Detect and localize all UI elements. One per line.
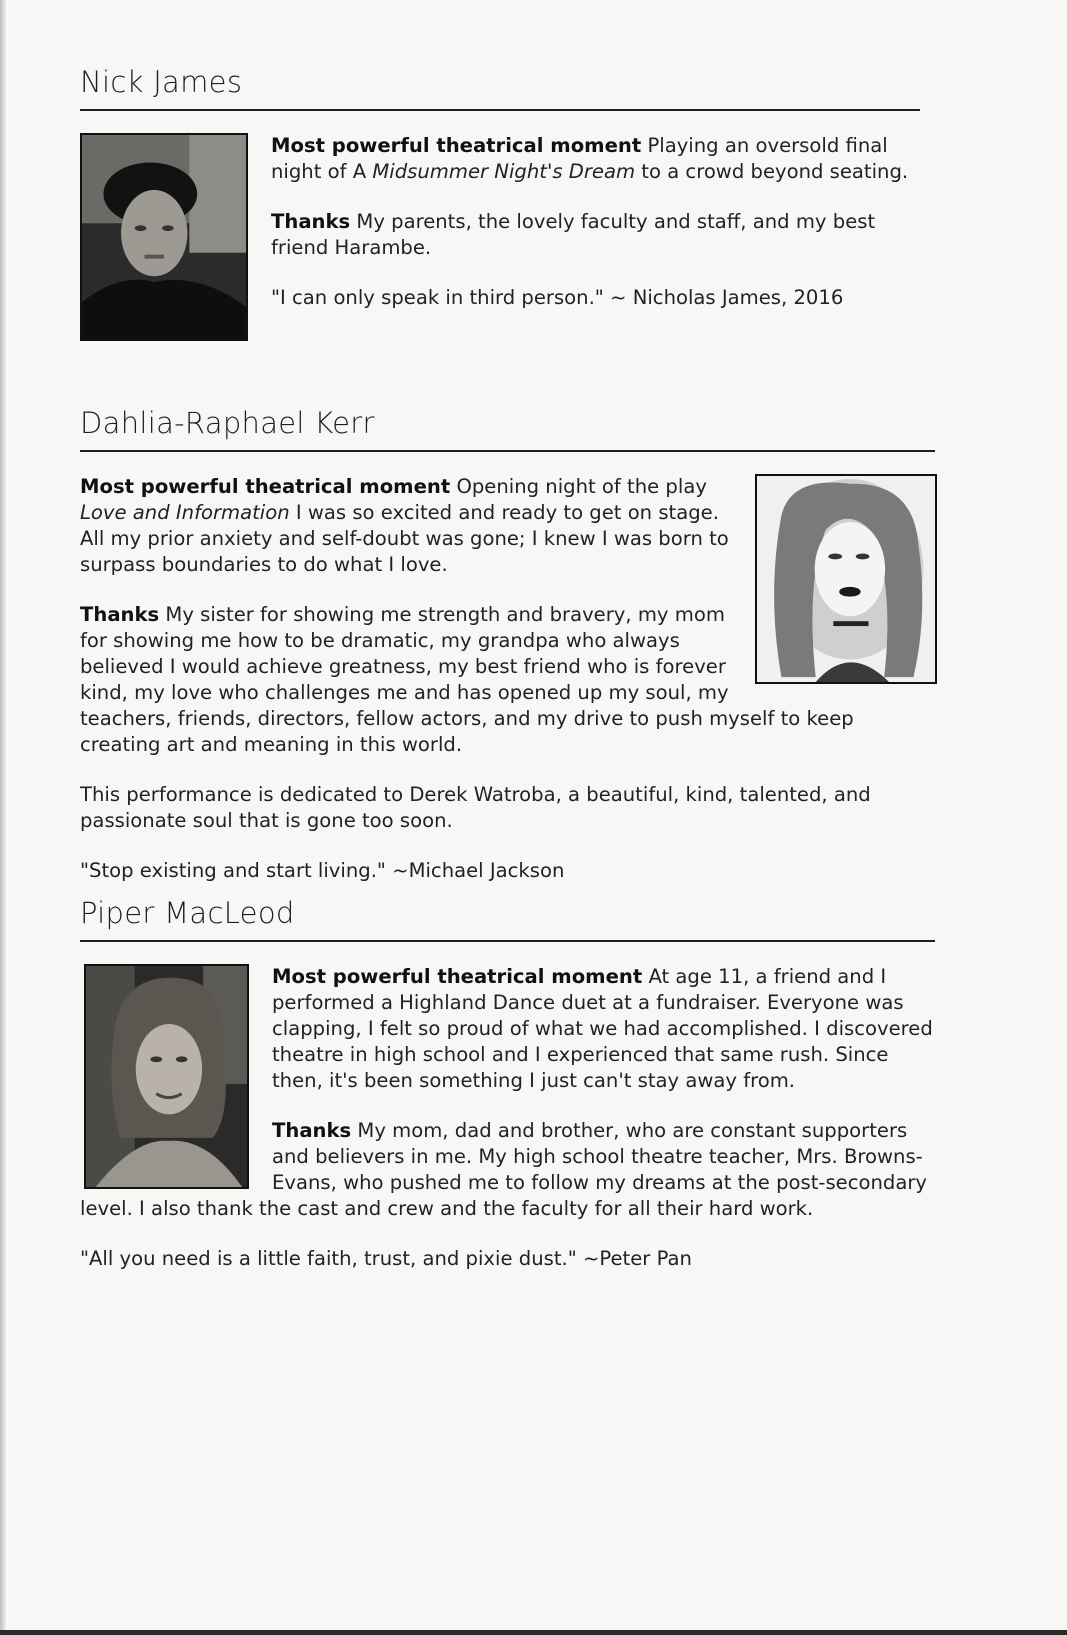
powerful-moment: Most powerful theatrical moment At age 11, a friend and I performed a Highland Dance duet at a fundraiser. Everyone was clapping, I felt so proud of what we had accomplished. I discovered theatre in high school and I experienced that same rush. Since then, it's been something I just can't stay away from. <box>272 965 933 1092</box>
headshot-photo <box>84 964 249 1189</box>
divider-rule <box>80 940 935 942</box>
bio-dahlia-raphael-kerr <box>80 406 935 908</box>
powerful-moment: Most powerful theatrical moment Playing an oversold final night of A Midsummer Night's Dream to a crowd beyond seating. <box>271 134 909 183</box>
thanks-paragraph: Thanks My sister for showing me strength and bravery, my mom for showing me how to be dramatic, my grandpa who always believed I would achieve greatness, my best friend who is forever kind, my love who challenges me and has opened up my soul, my teachers, friends, directors, fellow actors, and my drive to push myself to keep creating art and meaning in this world. <box>80 603 854 756</box>
headshot-photo <box>755 474 937 684</box>
quote: "All you need is a little faith, trust, and pixie dust." ~Peter Pan <box>80 1247 692 1270</box>
powerful-moment: Most powerful theatrical moment Opening night of the play Love and Information I was so excited and ready to get on stage. All my prior anxiety and self-doubt was gone; I knew I was born to surpass boundaries to do what I love. <box>80 475 729 576</box>
thanks-paragraph: Thanks My mom, dad and brother, who are constant supporters and believers in me. My high school theatre teacher, Mrs. Browns-Evans, who pushed me to follow my dreams at the post-secondary level. I also thank the cast and crew and the faculty for all their hard work. <box>80 1119 927 1220</box>
divider-rule <box>80 450 935 452</box>
page-bottom-edge <box>0 1630 1067 1635</box>
bio-name: Nick James <box>80 65 243 99</box>
bio-name: Dahlia-Raphael Kerr <box>80 406 375 440</box>
divider-rule <box>80 109 920 111</box>
quote: "Stop existing and start living." ~Michael Jackson <box>80 859 565 882</box>
thanks-paragraph: Thanks My parents, the lovely faculty and staff, and my best friend Harambe. <box>271 210 876 259</box>
headshot-photo <box>80 133 248 341</box>
bio-piper-macleod <box>80 896 935 1296</box>
binding-edge <box>0 0 6 1635</box>
quote: "I can only speak in third person." ~ Nicholas James, 2016 <box>271 286 844 309</box>
dedication: This performance is dedicated to Derek Watroba, a beautiful, kind, talented, and passionate soul that is gone too soon. <box>80 783 871 832</box>
bio-name: Piper MacLeod <box>80 896 295 930</box>
bio-nick-james <box>80 65 935 341</box>
